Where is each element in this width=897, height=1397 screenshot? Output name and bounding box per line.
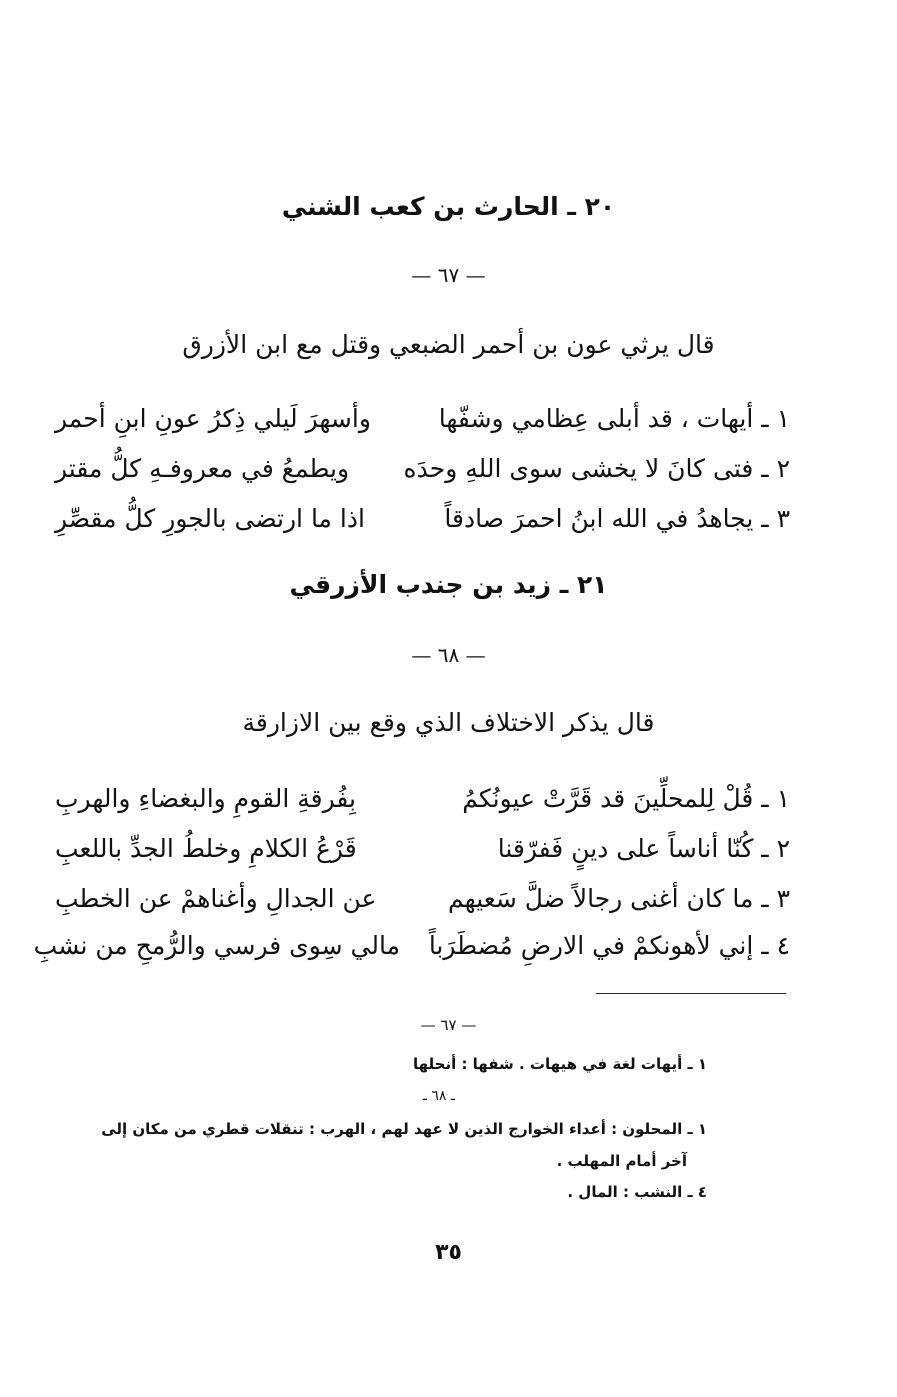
verse-second-hemistich: ويطمعُ في معروفـهِ كلُّ مقتر xyxy=(55,454,350,483)
footnote-number-67: — ٦٧ — xyxy=(420,1016,477,1034)
page-number: ٣٥ xyxy=(435,1240,462,1265)
poem-number-68: — ٦٨ — xyxy=(411,643,486,667)
verse-second-hemistich: وأسهرَ لَيلي ذِكرُ عونِ ابنِ أحمر xyxy=(55,404,371,433)
verse-second-hemistich: اذا ما ارتضى بالجورِ كلُّ مقصِّرِ xyxy=(55,504,365,533)
section-title-20: ٢٠ ـ الحارث بن كعب الشني xyxy=(281,192,616,221)
verse-67-2 xyxy=(55,448,790,490)
verse-first-hemistich: ١ ـ قُلْ لِلمحلِّينَ قد قَرَّتْ عيونُكمُ xyxy=(462,784,790,813)
section-title-21: ٢١ ـ زيد بن جندب الأزرقي xyxy=(289,570,608,599)
poem-number-67: — ٦٧ — xyxy=(411,263,486,287)
verse-68-4 xyxy=(33,925,790,967)
footnote-68-1: ١ ـ المحلون : أعداء الخوارج الذين لا عهد لهم ، الهرب : تنقلات قطري من مكان إلى xyxy=(101,1120,707,1138)
verse-second-hemistich: مالي سِوى فرسي والرُّمحِ من نشبِ xyxy=(33,931,400,960)
verse-first-hemistich: ٤ ـ إني لأهونكمْ في الارضِ مُضطَرَباً xyxy=(428,931,790,960)
verse-first-hemistich: ١ ـ أيهات ، قد أبلى عِظامي وشفّها xyxy=(438,404,790,433)
footnote-68-1-continued: آخر أمام المهلب . xyxy=(556,1152,687,1170)
verse-second-hemistich: عن الجدالِ وأغناهمْ عن الخطبِ xyxy=(55,884,377,913)
verse-first-hemistich: ٣ ـ يجاهدُ في الله ابنُ احمرَ صادقاً xyxy=(444,504,790,533)
footnote-number-68: ـ ٦٨ ـ xyxy=(422,1088,455,1104)
verse-68-1 xyxy=(55,778,790,820)
verse-second-hemistich: قَرْعُ الكلامِ وخلطُ الجدِّ باللعبِ xyxy=(55,834,357,863)
verse-68-3 xyxy=(55,878,790,920)
verse-first-hemistich: ٢ ـ كُنّا أناساً على دينٍ فَفرّقنا xyxy=(497,834,790,863)
footnote-68-4: ٤ ـ النشب : المال . xyxy=(567,1183,707,1201)
verse-first-hemistich: ٢ ـ فتى كانَ لا يخشى سوى اللهِ وحدَه xyxy=(403,454,790,483)
footnote-divider xyxy=(596,993,786,994)
verse-67-1 xyxy=(55,398,790,440)
verse-67-3 xyxy=(55,498,790,540)
verse-first-hemistich: ٣ ـ ما كان أغنى رجالاً ضلَّ سَعيهم xyxy=(448,884,790,913)
verse-68-2 xyxy=(55,828,790,870)
footnote-67-1: ١ ـ أيهات لغة في هيهات . شفها : أنحلها xyxy=(412,1055,707,1073)
poem-intro-67: قال يرثي عون بن أحمر الضبعي وقتل مع ابن الأزرق xyxy=(182,330,715,359)
verse-second-hemistich: بِفُرقةِ القومِ والبغضاءِ والهربِ xyxy=(55,784,356,813)
poem-intro-68: قال يذكر الاختلاف الذي وقع بين الازارقة xyxy=(242,708,655,737)
